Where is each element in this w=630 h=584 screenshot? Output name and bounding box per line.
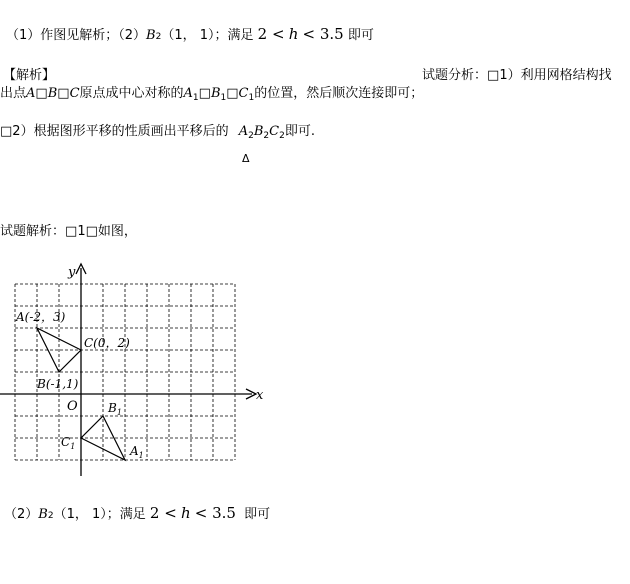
point-a2: A bbox=[238, 124, 249, 139]
solution-label: 试题解析： bbox=[0, 224, 66, 239]
line3-mid: 原点成中心对称的 bbox=[79, 86, 184, 101]
missing-char-box: □ bbox=[198, 86, 211, 101]
origin-label: O bbox=[67, 399, 78, 414]
point-a1: A bbox=[183, 86, 193, 101]
answer-end: 即可 bbox=[347, 28, 374, 43]
subscript-1: 1 bbox=[192, 93, 199, 103]
solution-num: 1 bbox=[77, 224, 86, 239]
point-b-label: B bbox=[146, 28, 156, 43]
missing-char-box: □ bbox=[487, 68, 500, 83]
missing-char-box: □ bbox=[57, 86, 70, 101]
point-c-label: C(0，2) bbox=[84, 336, 130, 350]
bottom-end: 即可 bbox=[244, 507, 271, 522]
ineq-right: < 3.5 bbox=[302, 25, 344, 43]
x-axis-label: x bbox=[256, 388, 264, 403]
y-axis bbox=[76, 264, 86, 476]
point-a-label: A(-2，3) bbox=[16, 310, 66, 324]
subscript-2: 2 bbox=[155, 32, 162, 42]
missing-char-box: □ bbox=[65, 224, 78, 239]
subscript-2: 2 bbox=[248, 131, 254, 141]
point-b-label: B bbox=[38, 507, 48, 522]
point-c: C bbox=[69, 86, 80, 101]
analysis-label: 试题分析： bbox=[422, 68, 488, 83]
point-b2: B bbox=[253, 124, 264, 139]
bottom-pre: （2） bbox=[4, 507, 39, 522]
point-a: A bbox=[26, 86, 36, 101]
ineq-left: 2 < bbox=[257, 25, 285, 43]
missing-char-box: □ bbox=[85, 224, 98, 239]
ineq-h: h bbox=[180, 504, 191, 522]
solution-end: 如图， bbox=[97, 224, 137, 239]
analysis-text: 1）利用网格结构找 bbox=[499, 68, 612, 83]
line3-pre: 出点 bbox=[0, 86, 27, 101]
point-a1-label: $A_1$ bbox=[130, 444, 144, 460]
subscript-1: 1 bbox=[248, 93, 255, 103]
point-b: B bbox=[47, 86, 58, 101]
ineq-h: h bbox=[288, 25, 299, 43]
triangle-symbol: Δ bbox=[242, 152, 250, 165]
point-c2: C bbox=[269, 124, 280, 139]
subscript-2: 2 bbox=[279, 131, 285, 141]
coords-text: （1， 1）；满足 bbox=[53, 507, 146, 522]
line3-post: 的位置，然后顺次连接即可； bbox=[254, 86, 424, 101]
line4-post: 即可. bbox=[284, 124, 315, 139]
subscript-2: 2 bbox=[47, 511, 54, 521]
missing-char-box: □ bbox=[35, 86, 48, 101]
point-b1-label: $B_1$ bbox=[108, 401, 122, 417]
answer-line-2 bbox=[4, 503, 270, 522]
point-b1: B bbox=[210, 86, 221, 101]
ineq-left: 2 < bbox=[149, 504, 177, 522]
answer-part1: （1）作图见解析；（2） bbox=[6, 28, 147, 43]
point-c1: C bbox=[238, 86, 249, 101]
point-b-label: B(-1,1) bbox=[37, 377, 79, 391]
missing-char-box: □ bbox=[0, 124, 13, 139]
subscript-1: 1 bbox=[220, 93, 227, 103]
y-axis-label: y bbox=[68, 265, 76, 280]
jiexi-heading: 【解析】 bbox=[3, 68, 56, 83]
point-c1-label: $C_1$ bbox=[61, 435, 76, 451]
missing-char-box: □ bbox=[226, 86, 239, 101]
line4-pre: 2）根据图形平移的性质画出平移后的 bbox=[12, 124, 229, 139]
subscript-2: 2 bbox=[263, 131, 270, 141]
coords-text: （1， 1）；满足 bbox=[161, 28, 254, 43]
ineq-right: < 3.5 bbox=[194, 504, 236, 522]
